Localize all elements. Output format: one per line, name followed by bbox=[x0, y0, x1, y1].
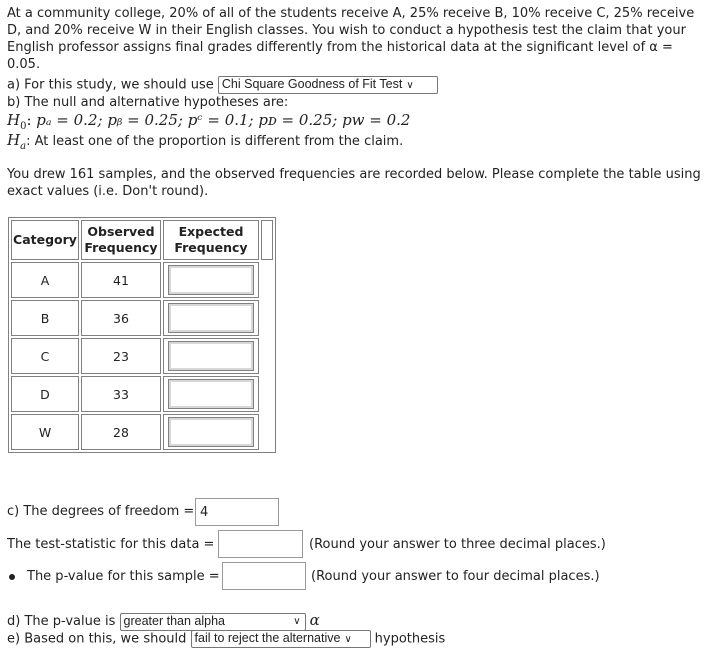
h0-statement: pₐ = 0.2; pᵦ = 0.25; pᶜ = 0.1; pᴅ = 0.25; pw = 0.2 bbox=[36, 111, 411, 129]
expected-input-a[interactable] bbox=[168, 265, 254, 295]
frequency-table bbox=[8, 217, 276, 453]
category-cell: A bbox=[11, 262, 79, 298]
test-statistic-input[interactable] bbox=[218, 530, 303, 558]
test-type-selected: Chi Square Goodness of Fit Test bbox=[221, 77, 403, 91]
header-category: Category bbox=[11, 220, 79, 260]
table-row bbox=[11, 338, 273, 374]
p-value-input[interactable] bbox=[222, 562, 306, 590]
ha-statement: : At least one of the proportion is different from the claim. bbox=[26, 134, 404, 149]
null-hypothesis: $H_0$: pₐ = 0.2; pᵦ = 0.25; pᶜ = 0.1; pᴅ = 0.25; pw = 0.2 bbox=[7, 111, 411, 132]
chevron-down-icon: ∨ bbox=[293, 615, 301, 627]
category-cell: W bbox=[11, 414, 79, 450]
decision-selected: fail to reject the alternative bbox=[194, 631, 341, 645]
part-a-label: a) For this study, we should use bbox=[7, 77, 214, 93]
table-row bbox=[11, 376, 273, 412]
chevron-down-icon: ∨ bbox=[406, 80, 414, 91]
observed-cell: 28 bbox=[81, 414, 161, 450]
problem-statement: At a community college, 20% of all of the students receive A, 25% receive B, 10% receive C, 25% receive D, and 20% receive W in their English classes. You wish to conduct a hypothesis test the claim that your English professor assigns final grades differently from the historical data at the significant level of α = 0.05. bbox=[7, 6, 695, 72]
expected-cell bbox=[163, 338, 259, 374]
p-value-comparison-select[interactable] bbox=[120, 613, 306, 631]
test-statistic-hint: (Round your answer to three decimal places.) bbox=[309, 537, 606, 552]
category-cell: B bbox=[11, 300, 79, 336]
p-value-hint: (Round your answer to four decimal places.) bbox=[311, 569, 600, 584]
p-value-row bbox=[9, 569, 220, 584]
p-value-label: The p-value for this sample = bbox=[27, 569, 220, 584]
h0-symbol: $H_0$ bbox=[7, 111, 27, 132]
observed-cell: 23 bbox=[81, 338, 161, 374]
p-value-comparison-selected: greater than alpha bbox=[123, 613, 225, 628]
part-e bbox=[7, 630, 445, 648]
part-e-suffix: hypothesis bbox=[374, 631, 446, 647]
category-cell: C bbox=[11, 338, 79, 374]
table-row bbox=[11, 300, 273, 336]
category-cell: D bbox=[11, 376, 79, 412]
part-a bbox=[7, 76, 438, 94]
part-d-label: d) The p-value is bbox=[7, 614, 116, 629]
df-input[interactable]: 4 bbox=[195, 498, 279, 526]
observed-cell: 41 bbox=[81, 262, 161, 298]
table-row bbox=[11, 414, 273, 450]
expected-input-b[interactable] bbox=[168, 303, 254, 333]
expected-cell bbox=[163, 262, 259, 298]
expected-cell bbox=[163, 300, 259, 336]
header-expected: Expected Frequency bbox=[163, 220, 259, 260]
test-type-select[interactable] bbox=[218, 76, 438, 94]
df-label: c) The degrees of freedom = bbox=[7, 504, 195, 519]
decision-select[interactable] bbox=[191, 630, 371, 648]
chevron-down-icon: ∨ bbox=[344, 634, 352, 645]
ha-symbol: $H_a$ bbox=[7, 131, 27, 152]
table-row bbox=[11, 262, 273, 298]
expected-cell bbox=[163, 414, 259, 450]
bullet-icon bbox=[9, 574, 15, 580]
alternative-hypothesis bbox=[7, 131, 403, 152]
samples-instructions: You drew 161 samples, and the observed frequencies are recorded below. Please complete the table using exact values (i.e. Don't round). bbox=[7, 167, 701, 199]
test-statistic-label: The test-statistic for this data = bbox=[7, 537, 215, 552]
expected-cell bbox=[163, 376, 259, 412]
observed-cell: 36 bbox=[81, 300, 161, 336]
part-e-label: e) Based on this, we should bbox=[7, 631, 187, 647]
header-scrollbar bbox=[261, 220, 273, 260]
header-observed: Observed Frequency bbox=[81, 220, 161, 260]
observed-cell: 33 bbox=[81, 376, 161, 412]
part-d bbox=[7, 611, 320, 631]
expected-input-w[interactable] bbox=[168, 417, 254, 447]
part-b-label: b) The null and alternative hypotheses are: bbox=[7, 95, 289, 110]
expected-input-c[interactable] bbox=[168, 341, 254, 371]
expected-input-d[interactable] bbox=[168, 379, 254, 409]
alpha-symbol: α bbox=[309, 611, 320, 629]
